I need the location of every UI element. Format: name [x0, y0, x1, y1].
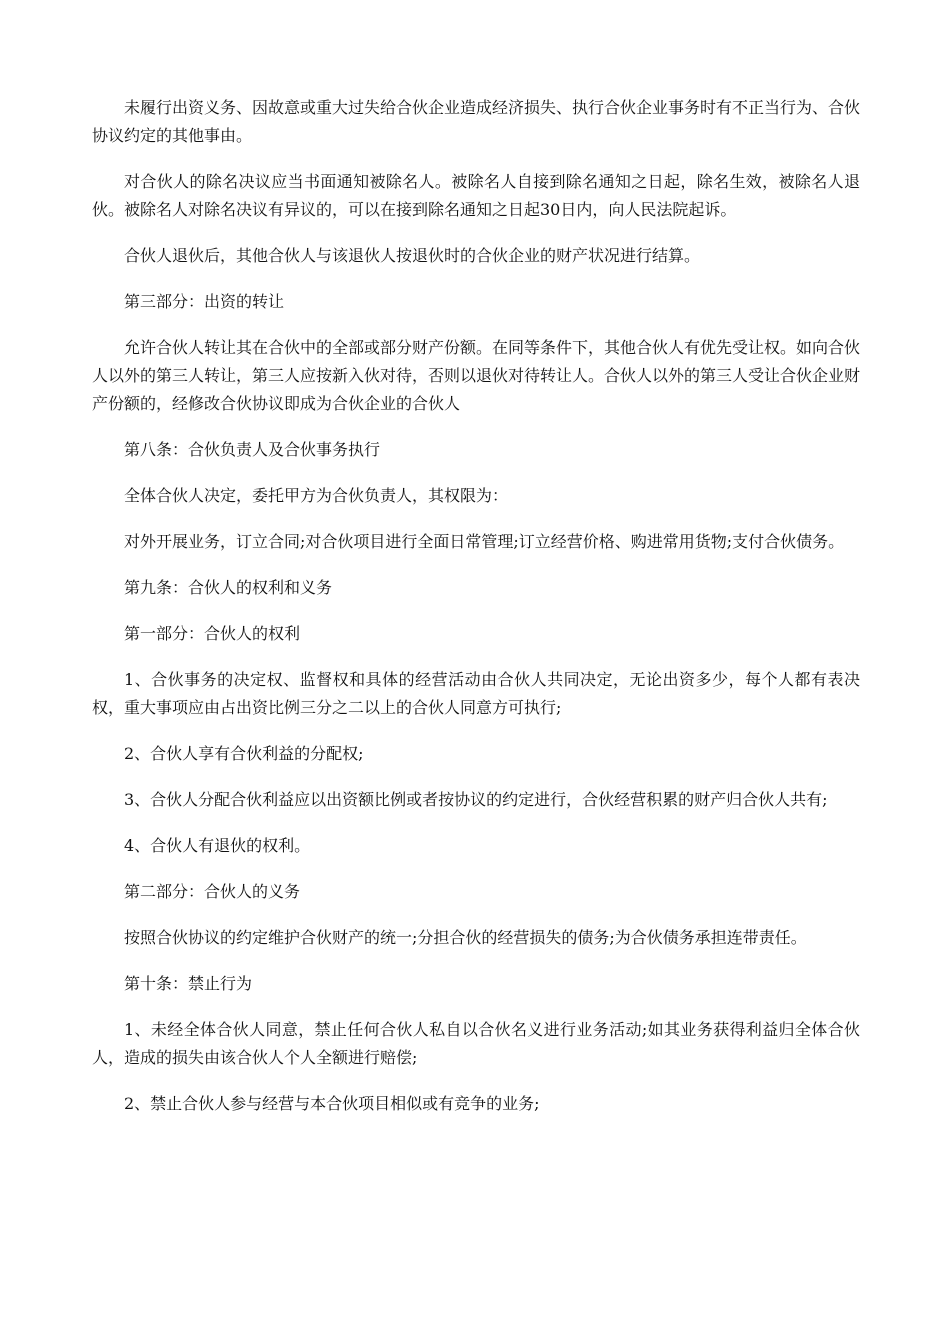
prohibition-item-2: 2、禁止合伙人参与经营与本合伙项目相似或有竞争的业务; — [124, 1094, 540, 1113]
paragraph-5: 全体合伙人决定，委托甲方为合伙负责人，其权限为： — [124, 486, 509, 505]
article-heading-9: 第九条：合伙人的权利和义务 — [124, 578, 333, 597]
article-heading-10: 第十条：禁止行为 — [124, 974, 253, 993]
paragraph-6: 对外开展业务，订立合同;对合伙项目进行全面日常管理;订立经营价格、购进常用货物;支付合伙债务。 — [124, 532, 845, 551]
prohibition-item-1: 1、未经全体合伙人同意，禁止任何合伙人私自以合伙名义进行业务活动;如其业务获得利益归全体合伙人，造成的损失由该合伙人个人全额进行赔偿; — [92, 1020, 860, 1067]
paragraph-7: 按照合伙协议的约定维护合伙财产的统一;分担合伙的经营损失的债务;为合伙债务承担连带责任。 — [124, 928, 807, 947]
paragraph-2: 对合伙人的除名决议应当书面通知被除名人。被除名人自接到除名通知之日起，除名生效，被除名人退伙。被除名人对除名决议有异议的，可以在接到除名通知之日起30日内，向人民法院起诉。 — [92, 172, 860, 219]
paragraph-3: 合伙人退伙后，其他合伙人与该退伙人按退伙时的合伙企业的财产状况进行结算。 — [124, 246, 701, 265]
list-item-3: 3、合伙人分配合伙利益应以出资额比例或者按协议的约定进行，合伙经营积累的财产归合伙人共有; — [124, 790, 828, 809]
list-item-4: 4、合伙人有退伙的权利。 — [124, 836, 311, 855]
paragraph-4: 允许合伙人转让其在合伙中的全部或部分财产份额。在同等条件下，其他合伙人有优先受让权。如向合伙人以外的第三人转让，第三人应按新入伙对待，否则以退伙对待转让人。合伙人以外的第三人受让合伙企业财产份额的，经修改合伙协议即成为合伙企业的合伙人 — [92, 338, 861, 413]
section-heading-1: 第一部分：合伙人的权利 — [124, 624, 301, 643]
list-item-2: 2、合伙人享有合伙利益的分配权; — [124, 744, 364, 763]
document-body — [92, 94, 860, 1136]
section-heading-2: 第二部分：合伙人的义务 — [124, 882, 301, 901]
section-heading-3: 第三部分：出资的转让 — [124, 292, 285, 311]
paragraph-1: 未履行出资义务、因故意或重大过失给合伙企业造成经济损失、执行合伙企业事务时有不正当行为、合伙协议约定的其他事由。 — [92, 98, 861, 145]
list-item-1: 1、合伙事务的决定权、监督权和具体的经营活动由合伙人共同决定，无论出资多少，每个人都有表决权，重大事项应由占出资比例三分之二以上的合伙人同意方可执行; — [92, 670, 860, 717]
article-heading-8: 第八条：合伙负责人及合伙事务执行 — [124, 440, 381, 459]
